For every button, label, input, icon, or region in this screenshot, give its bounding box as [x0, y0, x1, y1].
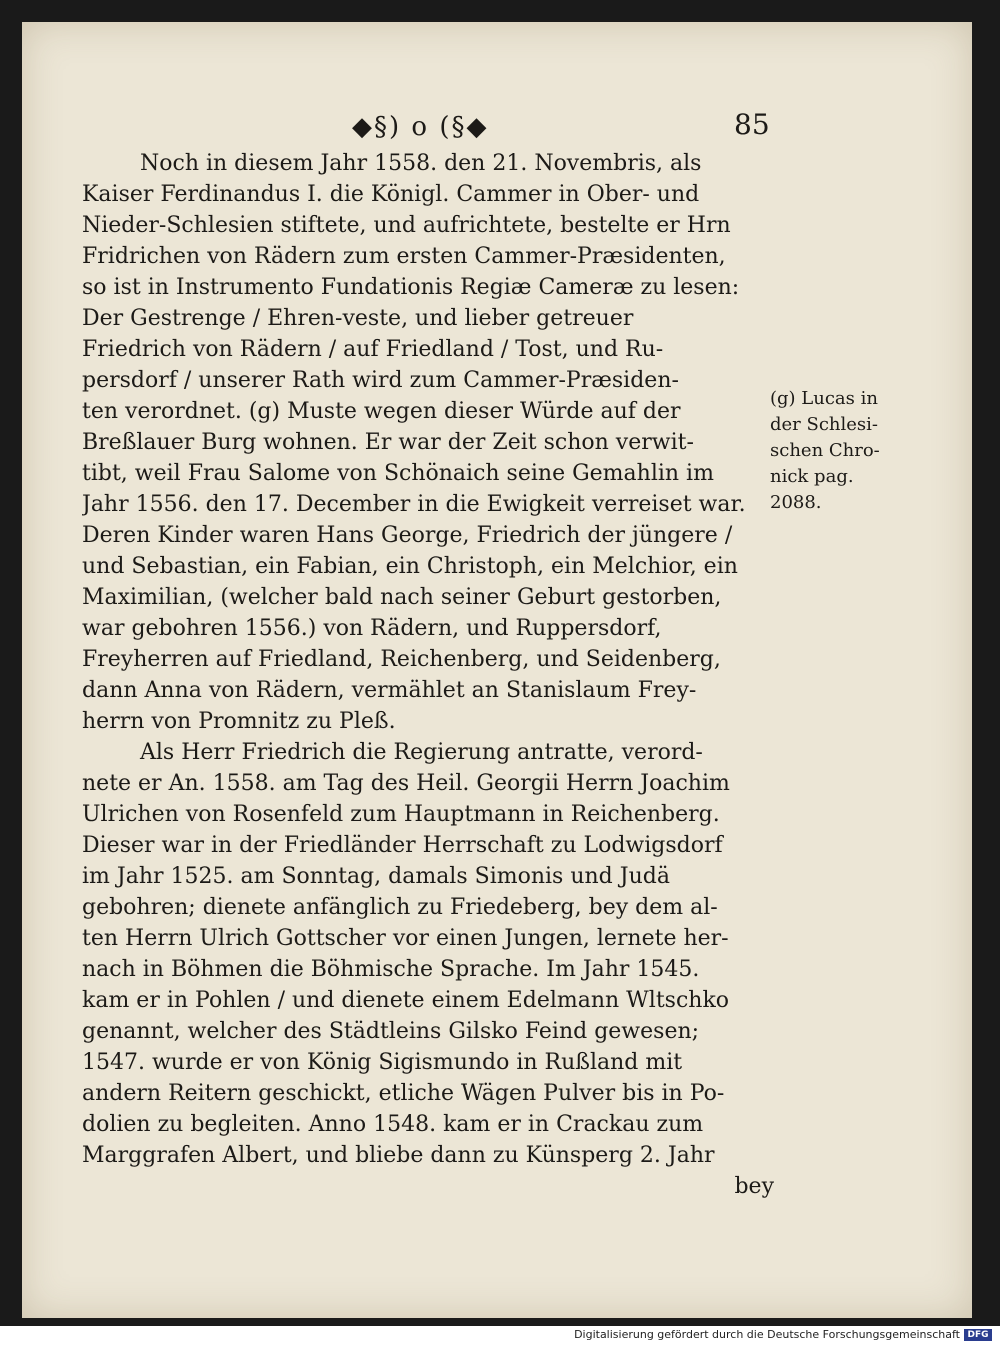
margin-note-line: (g) Lucas in: [770, 388, 878, 409]
footer-credit: Digitalisierung gefördert durch die Deutsche Forschungsgemeinschaft: [574, 1328, 960, 1341]
text-line: gebohren; dienete anfänglich zu Friedeberg, bey dem al-: [82, 895, 718, 920]
text-line: war gebohren 1556.) von Rädern, und Ruppersdorf,: [82, 616, 662, 641]
margin-note-line: der Schlesi-: [770, 414, 878, 435]
text-line: dann Anna von Rädern, vermählet an Stanislaum Frey-: [82, 678, 697, 703]
text-line: Deren Kinder waren Hans George, Friedrich der jüngere /: [82, 523, 733, 548]
page-number: 85: [734, 108, 770, 141]
text-line: Dieser war in der Friedländer Herrschaft zu Lodwigsdorf: [82, 833, 723, 858]
text-line: dolien zu begleiten. Anno 1548. kam er in Crackau zum: [82, 1112, 704, 1137]
text-line: kam er in Pohlen / und dienete einem Edelmann Wltschko: [82, 988, 730, 1013]
text-line: andern Reitern geschickt, etliche Wägen Pulver bis in Po-: [82, 1081, 725, 1106]
margin-note: [770, 386, 900, 516]
text-line: Der Gestrenge / Ehren-veste, und lieber getreuer: [82, 306, 634, 331]
text-line: Ulrichen von Rosenfeld zum Hauptmann in Reichenberg.: [82, 802, 720, 827]
catchword: bey: [734, 1174, 774, 1199]
margin-note-line: schen Chro-: [770, 440, 880, 461]
text-line: Fridrichen von Rädern zum ersten Cammer-Præsidenten,: [82, 244, 726, 269]
text-line: Jahr 1556. den 17. December in die Ewigkeit verreiset war.: [82, 492, 746, 517]
text-line: herrn von Promnitz zu Pleß.: [82, 709, 396, 734]
footer-bar: [0, 1326, 1000, 1345]
text-line: Marggrafen Albert, und bliebe dann zu Künsperg 2. Jahr: [82, 1143, 715, 1168]
text-line: nach in Böhmen die Böhmische Sprache. Im Jahr 1545.: [82, 957, 700, 982]
text-line: und Sebastian, ein Fabian, ein Christoph, ein Melchior, ein: [82, 554, 738, 579]
text-line: genannt, welcher des Städtleins Gilsko Feind gewesen;: [82, 1019, 700, 1044]
text-line: tibt, weil Frau Salome von Schönaich seine Gemahlin im: [82, 461, 714, 486]
body-text: [82, 148, 782, 1202]
text-line: 1547. wurde er von König Sigismundo in Rußland mit: [82, 1050, 683, 1075]
text-line: Nieder-Schlesien stiftete, und aufrichtete, bestelte er Hrn: [82, 213, 731, 238]
book-page: [22, 22, 972, 1318]
text-line: Maximilian, (welcher bald nach seiner Geburt gestorben,: [82, 585, 722, 610]
text-line: Breßlauer Burg wohnen. Er war der Zeit schon verwit-: [82, 430, 694, 455]
text-line: Friedrich von Rädern / auf Friedland / Tost, und Ru-: [82, 337, 664, 362]
text-line: Noch in diesem Jahr 1558. den 21. Novembris, als: [140, 151, 702, 176]
text-line: Kaiser Ferdinandus I. die Königl. Cammer in Ober- und: [82, 182, 700, 207]
margin-note-line: nick pag.: [770, 466, 854, 487]
text-line: ten Herrn Ulrich Gottscher vor einen Jungen, lernete her-: [82, 926, 729, 951]
margin-note-line: 2088.: [770, 492, 822, 513]
text-line: so ist in Instrumento Fundationis Regiæ Cameræ zu lesen:: [82, 275, 740, 300]
text-line: im Jahr 1525. am Sonntag, damals Simonis und Judä: [82, 864, 670, 889]
text-line: Freyherren auf Friedland, Reichenberg, und Seidenberg,: [82, 647, 721, 672]
dfg-logo: DFG: [964, 1329, 992, 1341]
page-header-ornament: ◆§) o (§◆: [352, 112, 489, 142]
text-line: nete er An. 1558. am Tag des Heil. Georgii Herrn Joachim: [82, 771, 730, 796]
text-line: ten verordnet. (g) Muste wegen dieser Würde auf der: [82, 399, 681, 424]
text-line: persdorf / unserer Rath wird zum Cammer-Præsiden-: [82, 368, 679, 393]
text-line: Als Herr Friedrich die Regierung antratte, verord-: [140, 740, 703, 765]
